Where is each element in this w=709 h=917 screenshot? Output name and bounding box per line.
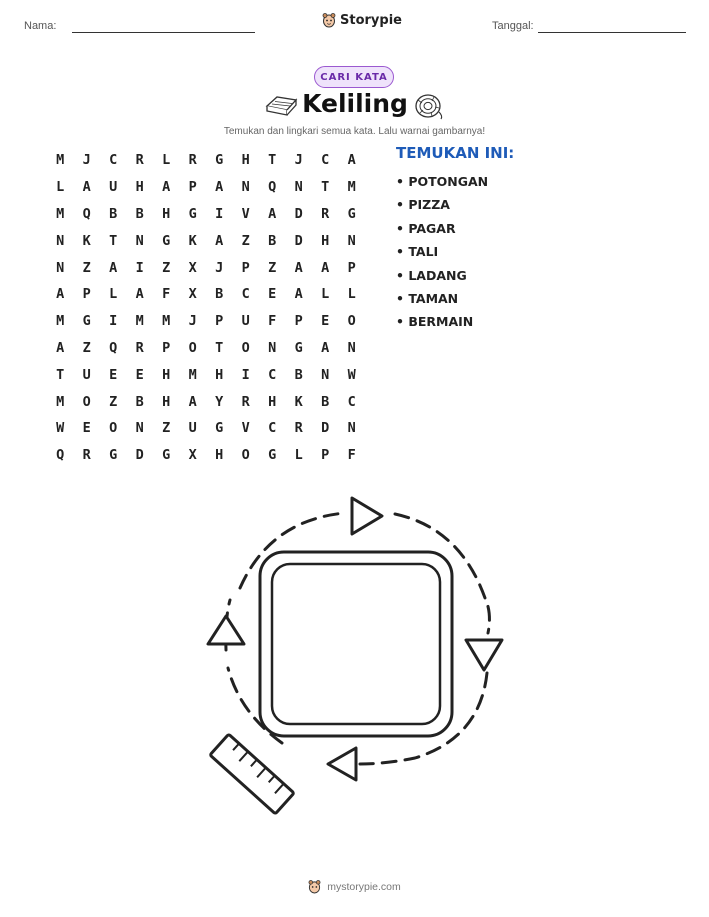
grid-cell[interactable]: H bbox=[162, 393, 171, 410]
square-shape bbox=[260, 552, 452, 736]
grid-cell[interactable]: E bbox=[268, 286, 277, 303]
word-list-item: • BERMAIN bbox=[396, 314, 474, 330]
word-list bbox=[396, 170, 488, 334]
grid-cell[interactable]: A bbox=[268, 205, 277, 222]
grid-cell[interactable]: G bbox=[162, 232, 171, 249]
grid-cell[interactable]: C bbox=[321, 152, 330, 169]
arrow-down-icon bbox=[466, 640, 502, 670]
grid-cell[interactable]: N bbox=[56, 232, 65, 249]
grid-cell[interactable]: H bbox=[241, 152, 250, 169]
grid-cell[interactable]: A bbox=[188, 393, 197, 410]
footer bbox=[0, 879, 709, 894]
grid-cell[interactable]: N bbox=[347, 232, 356, 249]
grid-cell[interactable]: Q bbox=[82, 205, 91, 222]
arrow-up-icon bbox=[208, 616, 244, 644]
grid-cell[interactable]: O bbox=[82, 393, 91, 410]
grid-cell[interactable]: I bbox=[215, 205, 224, 222]
grid-cell[interactable]: T bbox=[321, 179, 330, 196]
grid-cell[interactable]: A bbox=[109, 259, 118, 276]
grid-cell[interactable]: N bbox=[56, 259, 65, 276]
grid-cell[interactable]: L bbox=[109, 286, 118, 303]
grid-cell[interactable]: K bbox=[82, 232, 91, 249]
grid-cell[interactable]: M bbox=[56, 393, 65, 410]
grid-cell[interactable]: N bbox=[321, 366, 330, 383]
grid-cell[interactable]: N bbox=[241, 179, 250, 196]
grid-cell[interactable]: B bbox=[135, 205, 144, 222]
grid-cell[interactable]: B bbox=[135, 393, 144, 410]
grid-cell[interactable]: M bbox=[188, 366, 197, 383]
grid-cell[interactable]: U bbox=[109, 179, 118, 196]
grid-cell[interactable]: Q bbox=[109, 339, 118, 356]
storypie-mascot-icon bbox=[308, 879, 321, 894]
folded-cloth-icon bbox=[263, 94, 299, 118]
word-search-grid[interactable] bbox=[47, 147, 365, 469]
grid-cell[interactable]: C bbox=[268, 366, 277, 383]
grid-cell[interactable]: A bbox=[294, 286, 303, 303]
grid-cell[interactable]: B bbox=[109, 205, 118, 222]
grid-cell[interactable]: P bbox=[188, 179, 197, 196]
grid-cell[interactable]: I bbox=[241, 366, 250, 383]
grid-cell[interactable]: A bbox=[135, 286, 144, 303]
grid-cell[interactable]: A bbox=[215, 179, 224, 196]
grid-cell[interactable]: K bbox=[294, 393, 303, 410]
rope-coil-icon bbox=[412, 92, 444, 120]
grid-cell[interactable]: O bbox=[109, 420, 118, 437]
grid-cell[interactable]: R bbox=[188, 152, 197, 169]
grid-cell[interactable]: Q bbox=[56, 447, 65, 464]
grid-cell[interactable]: N bbox=[294, 179, 303, 196]
brand-logo bbox=[322, 12, 402, 28]
word-list-item: • TAMAN bbox=[396, 290, 459, 306]
grid-cell[interactable]: W bbox=[347, 366, 356, 383]
grid-cell[interactable]: P bbox=[347, 259, 356, 276]
grid-cell[interactable]: Z bbox=[241, 232, 250, 249]
grid-cell[interactable]: C bbox=[241, 286, 250, 303]
grid-cell[interactable]: T bbox=[56, 366, 65, 383]
grid-cell[interactable]: B bbox=[321, 393, 330, 410]
grid-cell[interactable]: X bbox=[188, 447, 197, 464]
grid-cell[interactable]: C bbox=[109, 152, 118, 169]
ruler-icon bbox=[210, 734, 294, 814]
grid-cell[interactable]: E bbox=[109, 366, 118, 383]
word-list-item: • TALI bbox=[396, 244, 439, 260]
grid-cell[interactable]: J bbox=[82, 152, 91, 169]
grid-cell[interactable]: X bbox=[188, 259, 197, 276]
grid-cell[interactable]: H bbox=[162, 205, 171, 222]
grid-cell[interactable]: V bbox=[241, 205, 250, 222]
grid-cell[interactable]: L bbox=[321, 286, 330, 303]
grid-cell[interactable]: P bbox=[215, 313, 224, 330]
grid-cell[interactable]: I bbox=[109, 313, 118, 330]
word-list-title: TEMUKAN INI: bbox=[396, 144, 515, 162]
grid-cell[interactable]: U bbox=[241, 313, 250, 330]
grid-cell[interactable]: G bbox=[215, 152, 224, 169]
word-list-item: • PIZZA bbox=[396, 197, 450, 213]
grid-cell[interactable]: Z bbox=[109, 393, 118, 410]
grid-cell[interactable]: O bbox=[241, 447, 250, 464]
arrow-left-icon bbox=[328, 748, 356, 780]
grid-cell[interactable]: M bbox=[56, 205, 65, 222]
grid-cell[interactable]: C bbox=[268, 420, 277, 437]
grid-cell[interactable]: K bbox=[188, 232, 197, 249]
grid-cell[interactable]: H bbox=[215, 366, 224, 383]
word-list-item: • LADANG bbox=[396, 267, 467, 283]
grid-cell[interactable]: G bbox=[162, 447, 171, 464]
page-title: Keliling bbox=[302, 89, 408, 118]
date-field-line[interactable] bbox=[538, 32, 686, 33]
grid-cell[interactable]: A bbox=[215, 232, 224, 249]
grid-cell[interactable]: R bbox=[294, 420, 303, 437]
grid-cell[interactable]: R bbox=[82, 447, 91, 464]
grid-cell[interactable]: O bbox=[241, 339, 250, 356]
grid-cell[interactable]: B bbox=[215, 286, 224, 303]
grid-cell[interactable]: T bbox=[109, 232, 118, 249]
grid-cell[interactable]: D bbox=[294, 232, 303, 249]
name-field-line[interactable] bbox=[72, 32, 255, 33]
grid-cell[interactable]: M bbox=[347, 179, 356, 196]
grid-cell[interactable]: G bbox=[268, 447, 277, 464]
grid-cell[interactable]: Z bbox=[82, 339, 91, 356]
grid-cell[interactable]: Y bbox=[215, 393, 224, 410]
grid-cell[interactable]: H bbox=[321, 232, 330, 249]
grid-cell[interactable]: P bbox=[321, 447, 330, 464]
word-list-item: • PAGAR bbox=[396, 220, 456, 236]
grid-cell[interactable]: L bbox=[56, 179, 65, 196]
grid-cell[interactable]: B bbox=[268, 232, 277, 249]
grid-cell[interactable]: D bbox=[321, 420, 330, 437]
grid-cell[interactable]: R bbox=[135, 339, 144, 356]
grid-cell[interactable]: Q bbox=[268, 179, 277, 196]
grid-cell[interactable]: G bbox=[347, 205, 356, 222]
grid-cell[interactable]: M bbox=[135, 313, 144, 330]
grid-cell[interactable]: Z bbox=[268, 259, 277, 276]
grid-cell[interactable]: M bbox=[56, 313, 65, 330]
grid-cell[interactable]: A bbox=[82, 179, 91, 196]
grid-cell[interactable]: A bbox=[162, 179, 171, 196]
grid-cell[interactable]: P bbox=[162, 339, 171, 356]
grid-cell[interactable]: M bbox=[162, 313, 171, 330]
brand-name: Storypie bbox=[340, 12, 402, 28]
grid-cell[interactable]: U bbox=[82, 366, 91, 383]
grid-cell[interactable]: L bbox=[347, 286, 356, 303]
grid-cell[interactable]: G bbox=[294, 339, 303, 356]
grid-cell[interactable]: O bbox=[188, 339, 197, 356]
grid-cell[interactable]: D bbox=[135, 447, 144, 464]
grid-cell[interactable]: P bbox=[241, 259, 250, 276]
grid-cell[interactable]: V bbox=[241, 420, 250, 437]
grid-cell[interactable]: R bbox=[321, 205, 330, 222]
grid-cell[interactable]: Z bbox=[82, 259, 91, 276]
grid-cell[interactable]: E bbox=[82, 420, 91, 437]
perimeter-illustration[interactable] bbox=[200, 488, 520, 818]
grid-cell[interactable]: A bbox=[321, 339, 330, 356]
grid-cell[interactable]: P bbox=[82, 286, 91, 303]
instructions: Temukan dan lingkari semua kata. Lalu warnai gambarnya! bbox=[223, 126, 486, 137]
date-label: Tanggal: bbox=[492, 20, 534, 32]
grid-cell[interactable]: F bbox=[268, 313, 277, 330]
word-list-item: • POTONGAN bbox=[396, 174, 489, 189]
storypie-mascot-icon bbox=[322, 12, 336, 28]
grid-cell[interactable]: H bbox=[215, 447, 224, 464]
grid-cell[interactable]: G bbox=[188, 205, 197, 222]
grid-cell[interactable]: O bbox=[347, 313, 356, 330]
arrow-right-icon bbox=[352, 498, 382, 534]
grid-cell[interactable]: A bbox=[294, 259, 303, 276]
grid-cell[interactable]: I bbox=[135, 259, 144, 276]
grid-cell[interactable]: E bbox=[135, 366, 144, 383]
grid-cell[interactable]: J bbox=[215, 259, 224, 276]
grid-cell[interactable]: T bbox=[268, 152, 277, 169]
grid-cell[interactable]: M bbox=[56, 152, 65, 169]
grid-cell[interactable]: F bbox=[347, 447, 356, 464]
grid-cell[interactable]: Z bbox=[162, 259, 171, 276]
grid-cell[interactable]: G bbox=[82, 313, 91, 330]
grid-cell[interactable]: H bbox=[135, 179, 144, 196]
grid-cell[interactable]: H bbox=[162, 366, 171, 383]
grid-cell[interactable]: N bbox=[347, 339, 356, 356]
grid-cell[interactable]: H bbox=[268, 393, 277, 410]
grid-cell[interactable]: N bbox=[347, 420, 356, 437]
grid-cell[interactable]: G bbox=[215, 420, 224, 437]
grid-cell[interactable]: R bbox=[241, 393, 250, 410]
grid-cell[interactable]: B bbox=[294, 366, 303, 383]
grid-cell[interactable]: A bbox=[347, 152, 356, 169]
grid-cell[interactable]: Z bbox=[162, 420, 171, 437]
grid-cell[interactable]: E bbox=[321, 313, 330, 330]
grid-cell[interactable]: N bbox=[135, 232, 144, 249]
grid-cell[interactable]: D bbox=[294, 205, 303, 222]
grid-cell[interactable]: T bbox=[215, 339, 224, 356]
grid-cell[interactable]: A bbox=[56, 286, 65, 303]
grid-cell[interactable]: N bbox=[268, 339, 277, 356]
grid-cell[interactable]: P bbox=[294, 313, 303, 330]
grid-cell[interactable]: L bbox=[294, 447, 303, 464]
footer-url[interactable]: mystorypie.com bbox=[327, 880, 401, 893]
grid-cell[interactable]: A bbox=[321, 259, 330, 276]
grid-cell[interactable]: W bbox=[56, 420, 65, 437]
grid-cell[interactable]: X bbox=[188, 286, 197, 303]
grid-cell[interactable]: J bbox=[188, 313, 197, 330]
grid-cell[interactable]: J bbox=[294, 152, 303, 169]
grid-cell[interactable]: A bbox=[56, 339, 65, 356]
grid-cell[interactable]: G bbox=[109, 447, 118, 464]
grid-cell[interactable]: L bbox=[162, 152, 171, 169]
grid-cell[interactable]: F bbox=[162, 286, 171, 303]
grid-cell[interactable]: R bbox=[135, 152, 144, 169]
grid-cell[interactable]: U bbox=[188, 420, 197, 437]
name-label: Nama: bbox=[24, 20, 57, 32]
grid-cell[interactable]: N bbox=[135, 420, 144, 437]
grid-cell[interactable]: C bbox=[347, 393, 356, 410]
activity-badge: CARI KATA bbox=[314, 66, 394, 88]
